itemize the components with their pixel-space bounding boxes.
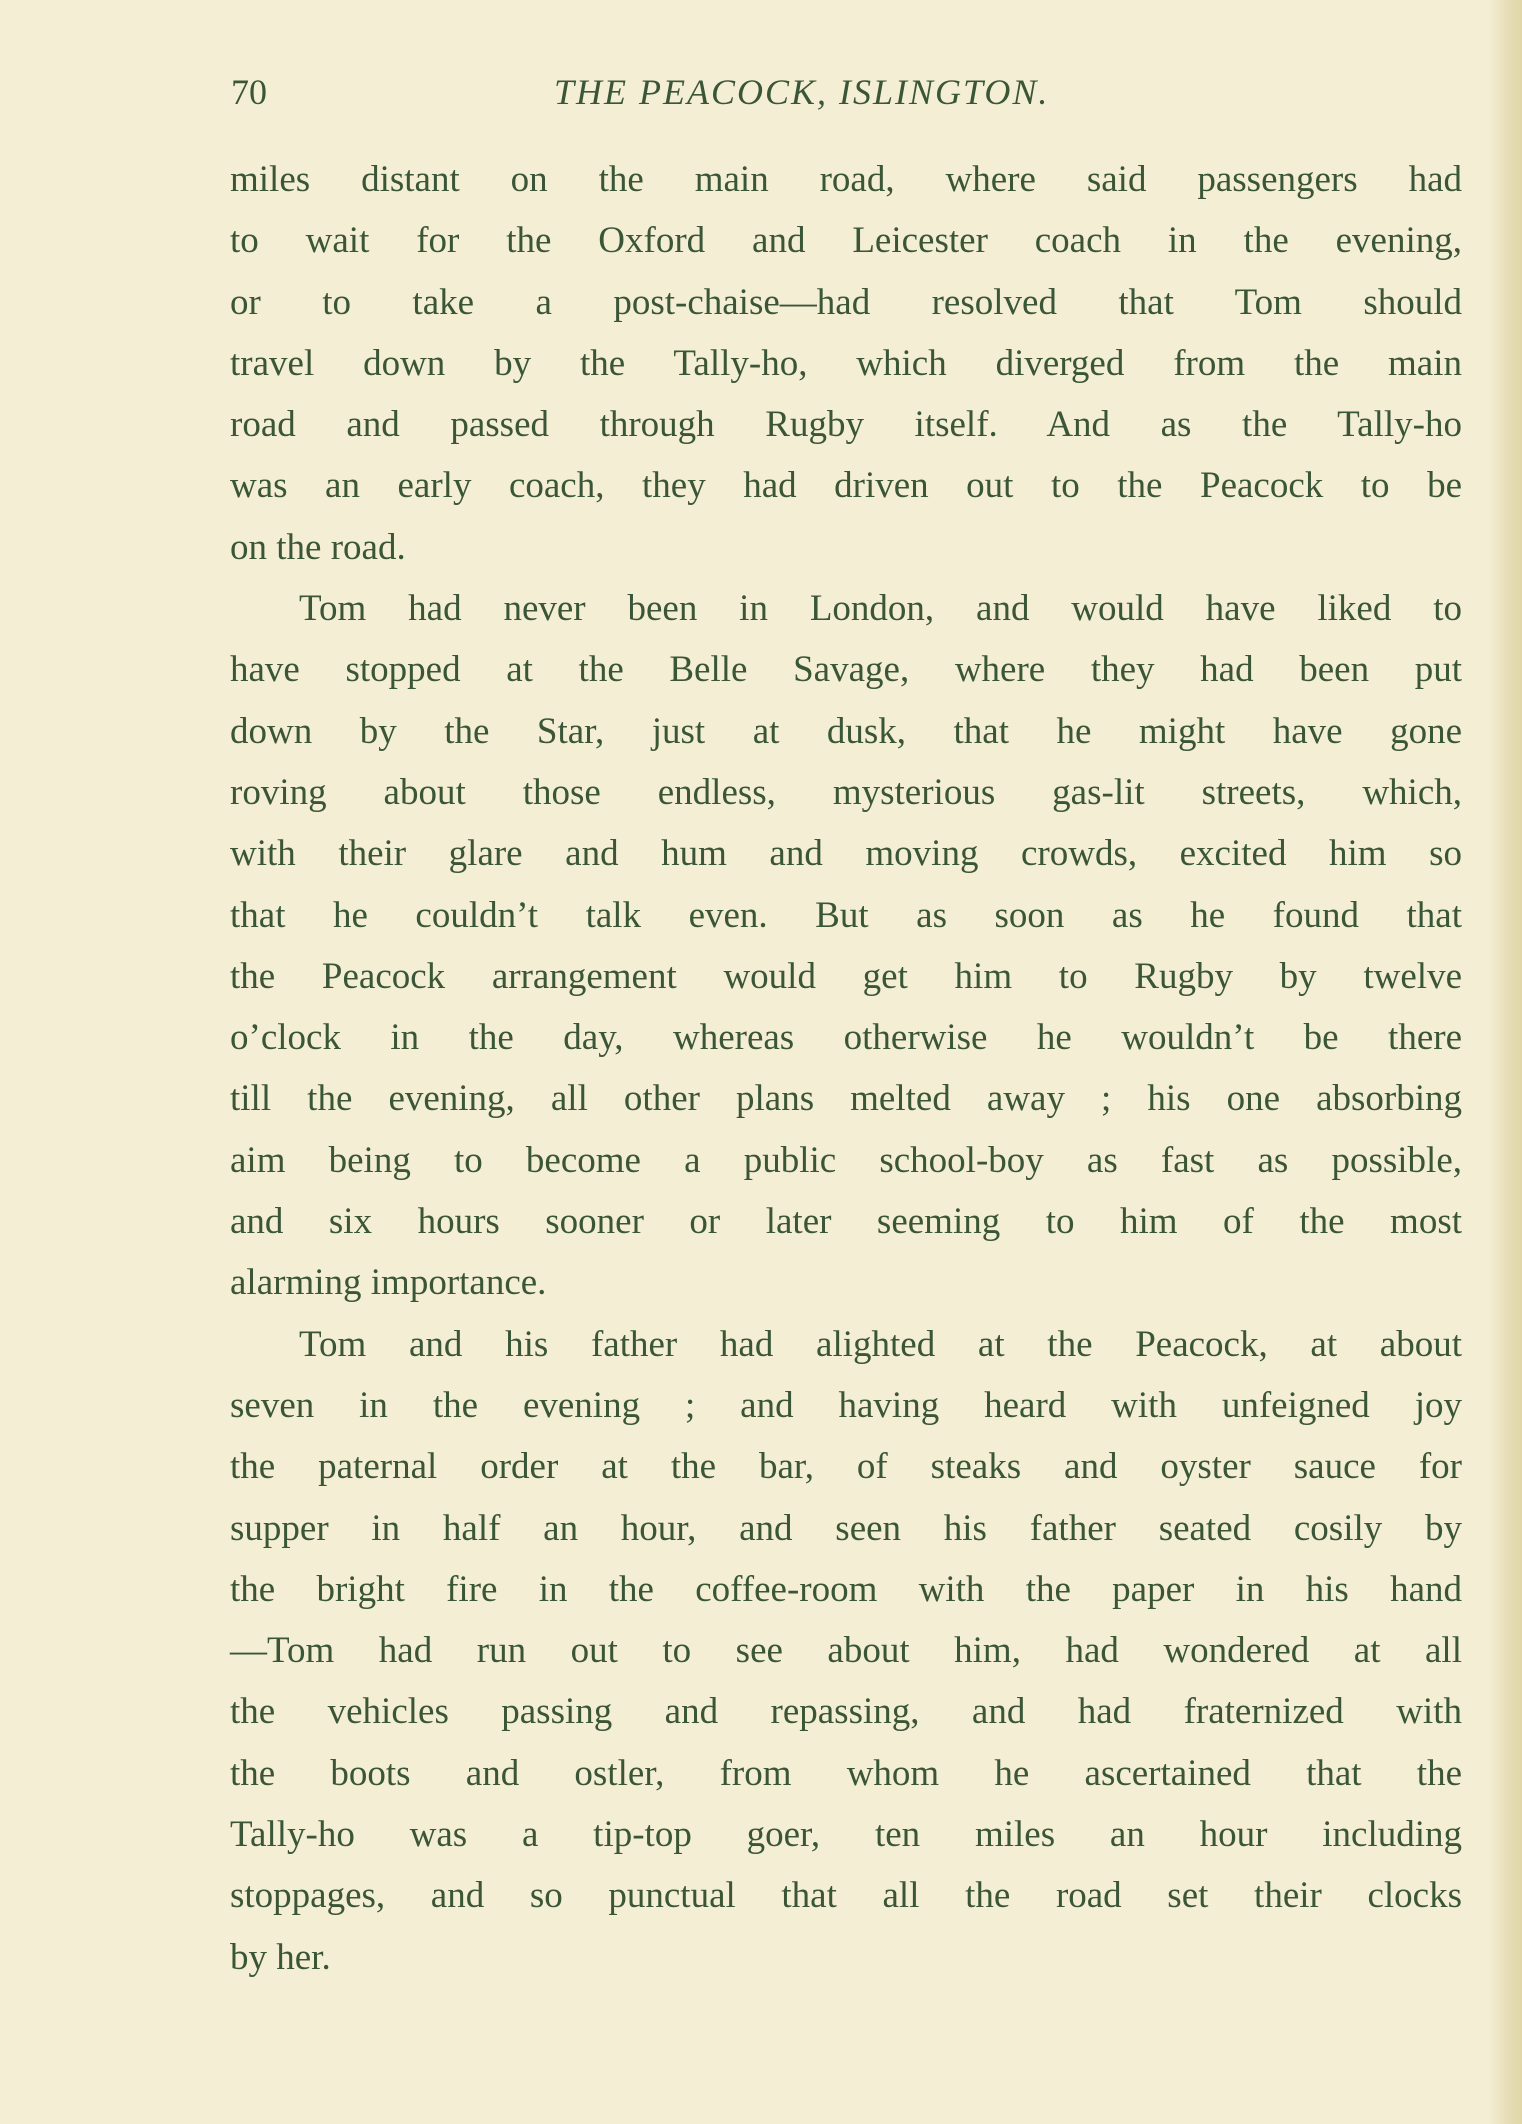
paragraph-2 [230,578,1462,1314]
text-line: to wait for the Oxford and Leicester coach in the evening, [230,220,1462,262]
text-line: stoppages, and so punctual that all the road set their clocks [230,1875,1462,1917]
text-line: the vehicles passing and repassing, and had fraternized with [230,1691,1462,1733]
text-line: o’clock in the day, whereas otherwise he wouldn’t be there [230,1017,1462,1059]
paragraph-3 [230,1314,1462,1988]
text-line: roving about those endless, mysterious gas-lit streets, which, [230,771,1462,813]
text-line: supper in half an hour, and seen his father seated cosily by [230,1507,1462,1549]
text-line: till the evening, all other plans melted away ; his one absorbing [230,1078,1462,1120]
page-edge-shading [1488,0,1522,2124]
text-line: miles distant on the main road, where said passengers had [230,159,1462,200]
text-line: or to take a post-chaise—had resolved that Tom should [230,281,1462,323]
text-line: by her. [230,1936,331,1978]
running-title: THE PEACOCK, ISLINGTON. [554,72,1050,112]
text-line: that he couldn’t talk even. But as soon as he found that [230,894,1462,936]
text-line: Tom had never been in London, and would have liked to [299,588,1462,630]
text-line: Tally-ho was a tip-top goer, ten miles an hour including [230,1814,1462,1856]
page-number: 70 [231,72,267,112]
text-line: the boots and ostler, from whom he ascertained that the [230,1752,1462,1794]
body-text [230,149,1462,1988]
text-line: travel down by the Tally-ho, which diverged from the main [230,342,1462,384]
text-line: the paternal order at the bar, of steaks and oyster sauce for [230,1446,1462,1488]
text-line: was an early coach, they had driven out to the Peacock to be [230,465,1462,507]
text-line: seven in the evening ; and having heard with unfeigned joy [230,1384,1462,1426]
text-line: alarming importance. [230,1262,547,1304]
text-line: on the road. [230,526,406,568]
text-line: —Tom had run out to see about him, had wondered at all [230,1630,1462,1672]
text-line: down by the Star, just at dusk, that he might have gone [230,710,1462,752]
text-line: and six hours sooner or later seeming to him of the most [230,1201,1462,1243]
paragraph-1 [230,149,1462,578]
text-line: road and passed through Rugby itself. And as the Tally-ho [230,404,1462,446]
text-line: have stopped at the Belle Savage, where they had been put [230,649,1462,691]
text-line: the bright fire in the coffee-room with the paper in his hand [230,1568,1462,1610]
text-line: Tom and his father had alighted at the Peacock, at about [299,1323,1462,1365]
text-line: with their glare and hum and moving crowds, excited him so [230,833,1462,875]
running-head [0,62,1522,122]
text-line: aim being to become a public school-boy as fast as possible, [230,1139,1462,1181]
text-line: the Peacock arrangement would get him to Rugby by twelve [230,955,1462,997]
